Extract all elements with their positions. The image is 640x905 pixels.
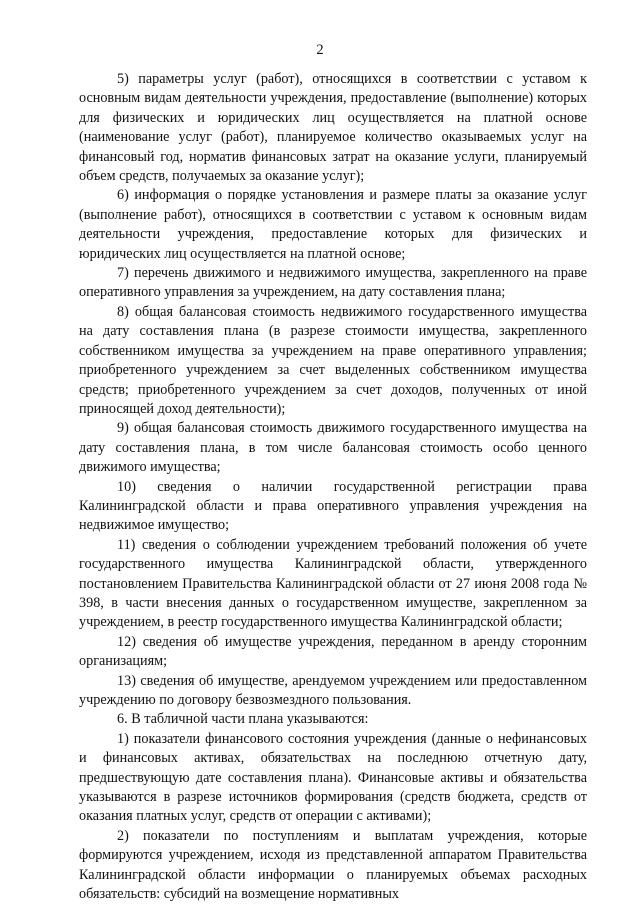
paragraph-item-7: 7) перечень движимого и недвижимого имущества, закрепленного на праве оперативного управления за учреждением, на дату составления плана; [79, 265, 587, 301]
paragraph-item-10: 10) сведения о наличии государственной регистрации права Калининградской области и права оперативного управления учреждения на недвижимое имущество; [79, 478, 587, 534]
paragraph-item-5: 5) параметры услуг (работ), относящихся в соответствии с уставом к основным видам деятельности учреждения, предоставление (выполнение) которых для физических и юридических лиц осуществляется на платной основе (наименование услуг (работ), планируемое количество оказываемых услуг на финансовый год, норматив финансовых затрат на оказание услуги, планируемый объем средств, получаемых за оказание услуг); [79, 71, 587, 185]
page-number: 2 [316, 42, 324, 58]
paragraph-subitem-1: 1) показатели финансового состояния учреждения (данные о нефинансовых и финансовых активах, обязательствах на последнюю отчетную дату, предшествующую дате составления плана). Финансовые активы и обязательства указываются в разрезе источников формирования (средств бюджета, средств от оказания платных услуг, средств от операции с активами); [79, 730, 587, 825]
paragraph-item-12: 12) сведения об имуществе учреждения, переданном в аренду сторонним организациям; [79, 633, 587, 670]
paragraph-item-11: 11) сведения о соблюдении учреждением требований положения об учете государственного имущества Калининградской области, утвержденного постановлением Правительства Калининградской области от 27 июня 2008 года № 398, в части внесения данных о государственном имуществе, закрепленном за учреждением, в реестр государственного имущества Калининградской области; [79, 536, 587, 631]
paragraph-item-8: 8) общая балансовая стоимость недвижимого государственного имущества на дату составления плана (в разрезе стоимости имущества, закрепленного собственником имущества за учреждением на праве оперативного управления; приобретенного учреждением за счет выделенных собственником имущества средств; приобретенного учреждением за счет доходов, полученных от иной приносящей доход деятельности); [79, 303, 587, 417]
paragraph-item-13: 13) сведения об имуществе, арендуемом учреждением или предоставленном учреждению по договору безвозмездного пользования. [79, 672, 587, 708]
paragraph-item-6: 6) информация о порядке установления и размере платы за оказание услуг (выполнение работ), относящихся в соответствии с уставом к основным видам деятельности учреждения, предоставление которых для физических и юридических лиц осуществляется на платной основе; [79, 187, 587, 262]
paragraph-item-9: 9) общая балансовая стоимость движимого государственного имущества на дату составления плана, в том числе балансовая стоимость особо ценного движимого имущества; [79, 420, 587, 476]
section-heading-6: 6. В табличной части плана указываются: [117, 711, 369, 728]
document-body [79, 70, 587, 904]
paragraph-subitem-2: 2) показатели по поступлениям и выплатам учреждения, которые формируются учреждением, исходя из представленной аппаратом Правительства Калининградской области информации о планируемых объемах расходных обязательств: субсидий на возмещение нормативных [79, 827, 587, 903]
